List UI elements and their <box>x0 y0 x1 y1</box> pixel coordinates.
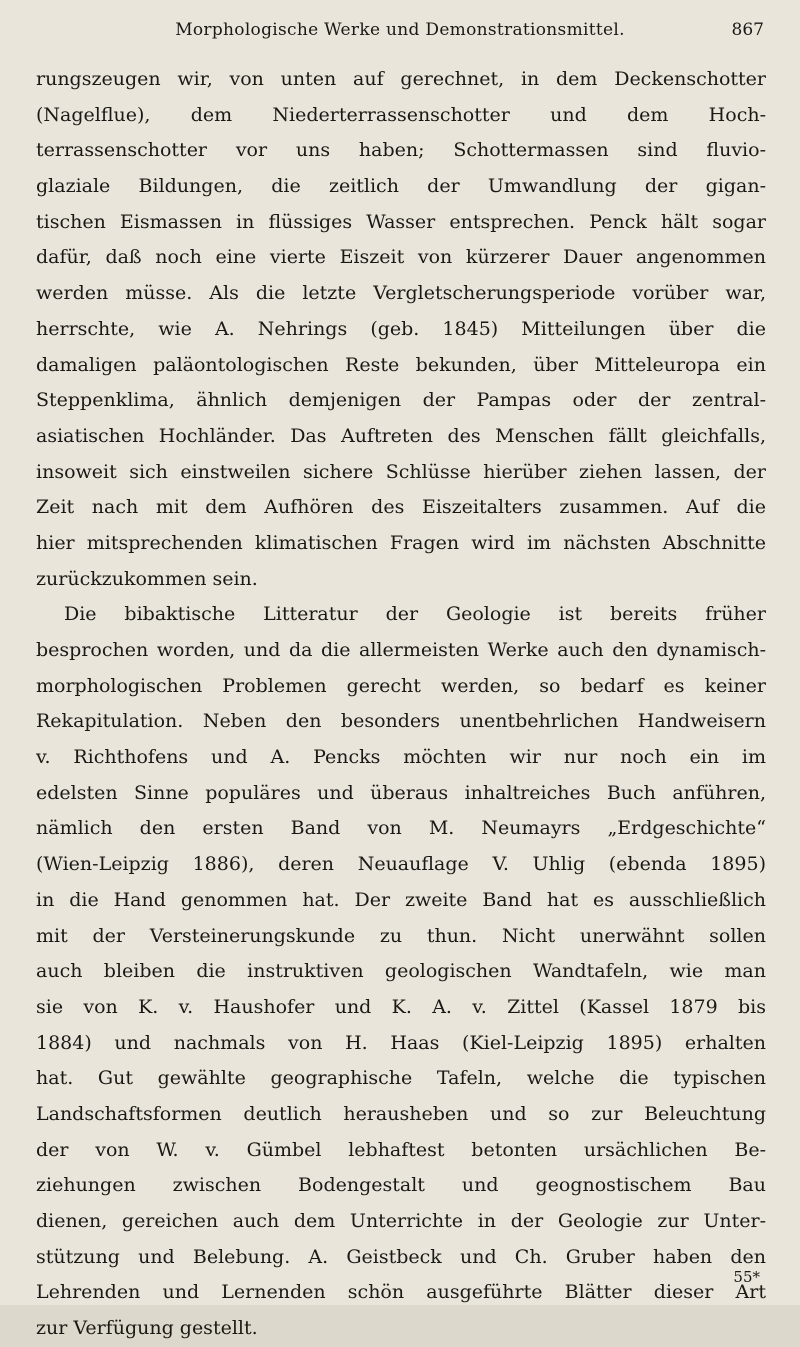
text-line: Landschaftsformen deutlich herausheben und so zur Beleuchtung <box>36 1102 766 1125</box>
text-line: 1884) und nachmals von H. Haas (Kiel-Leipzig 1895) erhalten <box>36 1031 766 1054</box>
text-line: Die bibaktische Litteratur der Geologie ist bereits früher <box>64 603 766 626</box>
text-line: dienen, gereichen auch dem Unterrichte in der Geologie zur Unter- <box>36 1210 766 1232</box>
text-line: dafür, daß noch eine vierte Eiszeit von kürzerer Dauer angenommen <box>36 246 766 269</box>
page-number: 867 <box>731 20 764 40</box>
running-title: Morphologische Werke und Demonstrationsmittel. <box>175 20 625 40</box>
text-line: Lehrenden und Lernenden schön ausgeführte Blätter dieser Art <box>36 1281 766 1304</box>
text-line: Steppenklima, ähnlich demjenigen der Pampas oder der zentral- <box>36 389 766 412</box>
signature-mark: 55* <box>733 1268 760 1286</box>
text-line: edelsten Sinne populäres und überaus inhaltreiches Buch anführen, <box>36 781 766 804</box>
text-line: der von W. v. Gümbel lebhaftest betonten ursächlichen Be- <box>36 1138 766 1161</box>
body-text <box>36 62 766 1347</box>
text-line: v. Richthofens und A. Pencks möchten wir nur noch ein im <box>36 746 766 769</box>
text-line: stützung und Belebung. A. Geistbeck und Ch. Gruber haben den <box>36 1245 766 1268</box>
text-line: mit der Versteinerungskunde zu thun. Nicht unerwähnt sollen <box>36 924 766 947</box>
text-line: Zeit nach mit dem Aufhören des Eiszeitalters zusammen. Auf die <box>36 496 766 519</box>
text-line: (Nagelflue), dem Niederterrassenschotter und dem Hoch- <box>36 103 766 126</box>
text-line: herrschte, wie A. Nehrings (geb. 1845) Mitteilungen über die <box>36 317 766 340</box>
text-line: zurückzukommen sein. <box>36 567 258 590</box>
text-line: rungszeugen wir, von unten auf gerechnet, in dem Deckenschotter <box>36 68 766 90</box>
text-line: hier mitsprechenden klimatischen Fragen wird im nächsten Abschnitte <box>36 531 766 554</box>
text-line: werden müsse. Als die letzte Vergletscherungsperiode vorüber war, <box>36 282 766 305</box>
text-line: zur Verfügung gestellt. <box>36 1317 258 1340</box>
text-line: glaziale Bildungen, die zeitlich der Umwandlung der gigan- <box>36 175 766 198</box>
text-line: (Wien-Leipzig 1886), deren Neuauflage V. Uhlig (ebenda 1895) <box>36 853 766 876</box>
text-line: besprochen worden, und da die allermeisten Werke auch den dynamisch- <box>36 639 766 661</box>
text-line: Rekapitulation. Neben den besonders unentbehrlichen Handweisern <box>36 710 766 733</box>
text-line: damaligen paläontologischen Reste bekunden, über Mitteleuropa ein <box>36 353 766 376</box>
text-line: tischen Eismassen in flüssiges Wasser entsprechen. Penck hält sogar <box>36 210 766 233</box>
text-line: hat. Gut gewählte geographische Tafeln, welche die typischen <box>36 1067 766 1090</box>
text-line: ziehungen zwischen Bodengestalt und geognostischem Bau <box>36 1174 766 1197</box>
text-line: sie von K. v. Haushofer und K. A. v. Zittel (Kassel 1879 bis <box>36 995 766 1018</box>
running-header <box>0 20 800 50</box>
text-line: in die Hand genommen hat. Der zweite Band hat es ausschließlich <box>36 888 766 911</box>
text-line: nämlich den ersten Band von M. Neumayrs „Erdgeschichte“ <box>36 817 766 840</box>
text-line: morphologischen Problemen gerecht werden, so bedarf es keiner <box>36 674 766 697</box>
text-line: terrassenschotter vor uns haben; Schottermassen sind fluvio- <box>36 139 766 162</box>
text-line: insoweit sich einstweilen sichere Schlüsse hierüber ziehen lassen, der <box>36 460 766 483</box>
text-line: auch bleiben die instruktiven geologischen Wandtafeln, wie man <box>36 960 766 983</box>
text-line: asiatischen Hochländer. Das Auftreten des Menschen fällt gleichfalls, <box>36 424 766 447</box>
